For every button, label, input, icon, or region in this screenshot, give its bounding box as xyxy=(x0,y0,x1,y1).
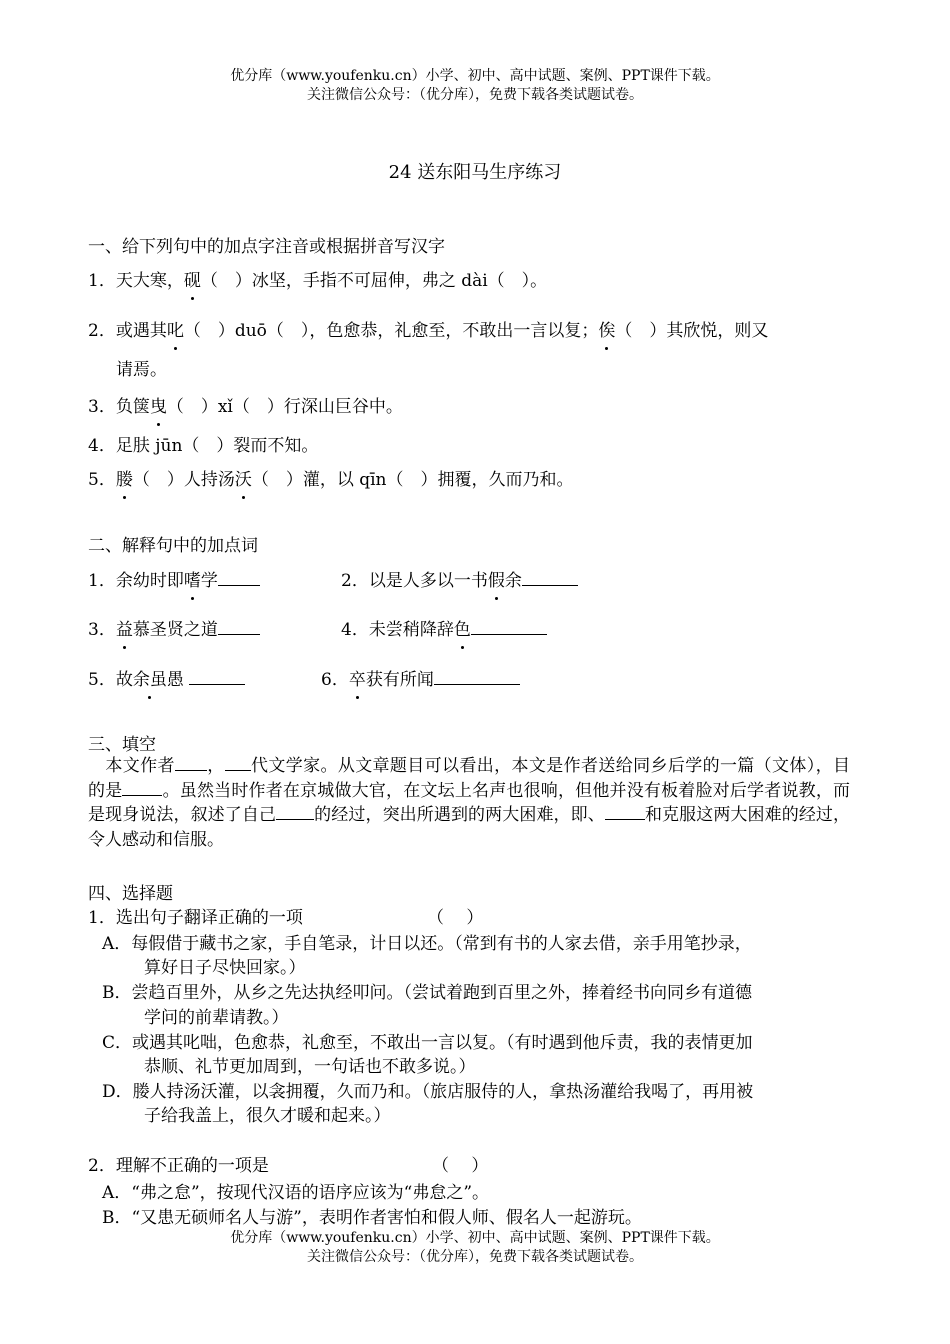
dotted-char: 曳 xyxy=(149,397,167,417)
s4-q1-option-d: D．媵人持汤沃灌，以衾拥覆，久而乃和。（旅店服侍的人，拿热汤灌给我喝了，再用被 xyxy=(102,1082,754,1102)
s4-q2-stem: 2．理解不正确的一项是 xyxy=(88,1156,269,1176)
answer-blank xyxy=(471,619,547,635)
dotted-char: 故余虽愚 xyxy=(115,670,184,690)
s2-item-3: 3．益慕圣贤之道 xyxy=(88,615,260,640)
s1-question-2: 2．或遇其叱（ ）duō（ ），色愈恭，礼愈至，不敢出一言以复；俟（ ）其欣悦，则又 xyxy=(88,321,769,341)
s2-item-2: 2．以是人多以一书假余 xyxy=(341,566,578,591)
header-source-line: 优分库（www.youfenku.cn）小学、初中、高中试题、案例、PPT课件下载。 xyxy=(230,68,720,84)
answer-blank xyxy=(175,755,207,771)
s4-q1-option-b-cont: 学问的前辈请教。） xyxy=(144,1008,289,1028)
section-4-heading: 四、选择题 xyxy=(88,884,173,904)
section-1-heading: 一、给下列句中的加点字注音或根据拼音写汉字 xyxy=(88,237,445,257)
s4-q1-option-d-cont: 子给我盖上，很久才暖和起来。） xyxy=(144,1106,391,1126)
dotted-char: 色 xyxy=(453,620,471,640)
s4-q1-option-c-cont: 恭顺、礼节更加周到，一句话也不敢多说。） xyxy=(144,1057,476,1077)
dotted-char: 媵 xyxy=(115,470,133,490)
s4-q1-stem: 1．选出句子翻译正确的一项 xyxy=(88,908,303,928)
answer-blank xyxy=(218,619,260,635)
s4-q1-option-c: C．或遇其叱咄，色愈恭，礼愈至，不敢出一言以复。（有时遇到他斥责，我的表情更加 xyxy=(102,1033,753,1053)
s1-question-5: 5．媵（ ）人持汤沃（ ）灌，以 qīn（ ）拥覆，久而乃和。 xyxy=(88,470,574,490)
dotted-char: 益 xyxy=(115,620,133,640)
s1-question-4: 4．足肤 jūn（ ）裂而不知。 xyxy=(88,436,319,456)
s1-question-3: 3．负箧曳（ ）xǐ（ ）行深山巨谷中。 xyxy=(88,397,403,417)
answer-blank xyxy=(225,755,251,771)
dotted-char: 假 xyxy=(487,571,505,591)
footer-source-line: 优分库（www.youfenku.cn）小学、初中、高中试题、案例、PPT课件下载。 xyxy=(230,1230,720,1246)
s2-item-1: 1．余幼时即嗜学 xyxy=(88,566,260,591)
s4-q1-option-a: A．每假借于藏书之家，手自笔录，计日以还。（常到有书的人家去借，亲手用笔抄录， xyxy=(102,934,752,954)
dotted-char: 砚 xyxy=(183,271,201,291)
s1-question-1: 1．天大寒，砚（ ）冰坚，手指不可屈伸，弗之 dài（ ）。 xyxy=(88,271,548,291)
answer-blank xyxy=(189,669,245,685)
answer-blank xyxy=(276,804,314,820)
dotted-char: 俟 xyxy=(598,321,616,341)
s4-q2-option-b: B．“又患无硕师名人与游”，表明作者害怕和假人师、假名人一起游玩。 xyxy=(102,1208,642,1228)
answer-blank xyxy=(122,780,162,796)
answer-blank xyxy=(605,804,645,820)
s2-item-4: 4．未尝稍降辞色 xyxy=(341,615,547,640)
dotted-char: 叱 xyxy=(166,321,184,341)
s2-item-5: 5．故余虽愚 xyxy=(88,665,245,690)
dotted-char: 卒 xyxy=(348,670,366,690)
answer-blank xyxy=(522,570,578,586)
s4-q1-option-a-cont: 算好日子尽快回家。） xyxy=(144,958,306,978)
dotted-char: 嗜 xyxy=(183,571,201,591)
section-3-heading: 三、填空 xyxy=(88,735,156,755)
s4-q2-answer-paren: （ ） xyxy=(432,1156,489,1176)
s1-question-2-cont: 请焉。 xyxy=(116,360,167,380)
s4-q2-option-a: A．“弗之怠”，按现代汉语的语序应该为“弗怠之”。 xyxy=(102,1183,490,1203)
s3-fill-paragraph: 本文作者 ， 代文学家。从文章题目可以看出，本文是作者送给同乡后学的一篇（文体），目的是 。虽然当时作者在京城做大官，在文坛上名声也很响，但他并没有板着脸对后学者说教，而是现身说法，叙述了自己 的经过，突出所遇到的两大困难，即、 和克服这两大困难的经过，令人感动和信服。 xyxy=(88,756,851,850)
s4-q1-option-b: B．尝趋百里外，从乡之先达执经叩问。（尝试着跑到百里之外，捧着经书向同乡有道德 xyxy=(102,983,752,1003)
footer-wechat-line: 关注微信公众号：（优分库），免费下载各类试题试卷。 xyxy=(307,1249,643,1265)
dotted-char: 沃 xyxy=(234,470,252,490)
s4-q1-answer-paren: （ ） xyxy=(427,908,484,928)
page-title: 24 送东阳马生序练习 xyxy=(388,162,562,183)
header-wechat-line: 关注微信公众号：（优分库），免费下载各类试题试卷。 xyxy=(307,87,643,103)
section-2-heading: 二、解释句中的加点词 xyxy=(88,536,258,556)
s2-item-6: 6．卒获有所闻 xyxy=(321,665,520,690)
answer-blank xyxy=(434,669,520,685)
answer-blank xyxy=(218,570,260,586)
